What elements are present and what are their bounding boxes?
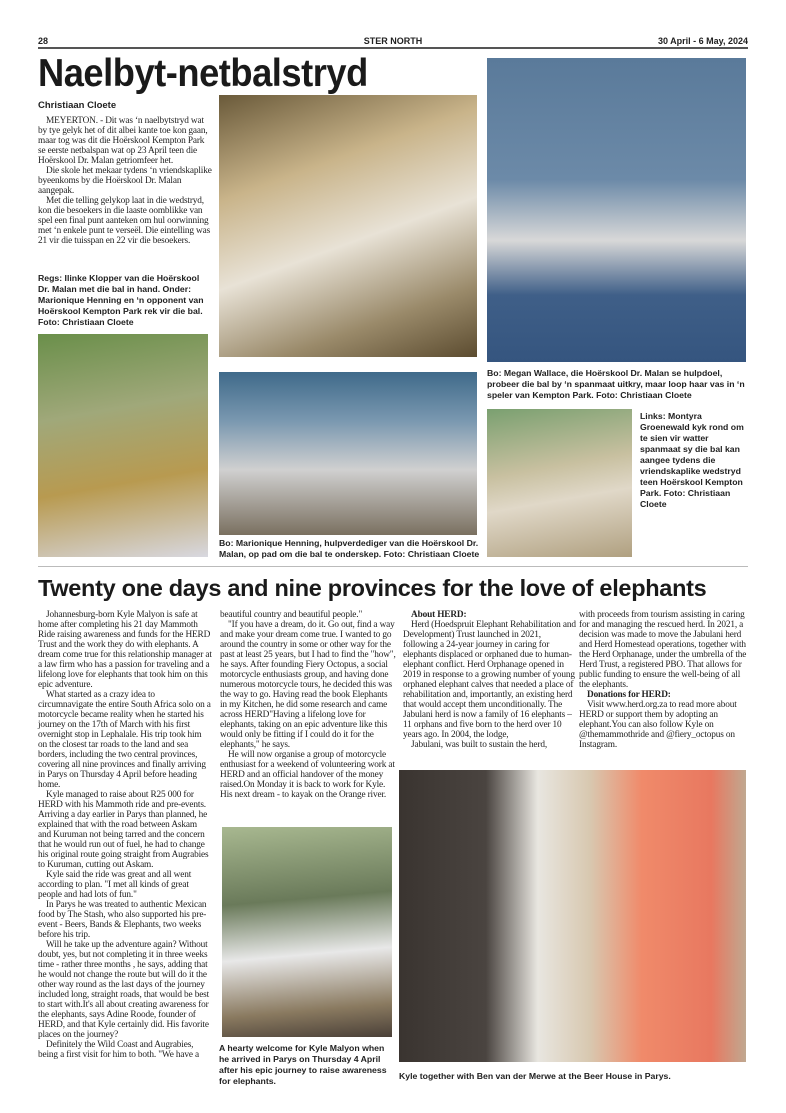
photo-ilinke-klopper [219, 95, 477, 357]
elephants-column-4 [579, 610, 751, 750]
paragraph: Jabulani, was built to sustain the herd, [411, 740, 548, 750]
netball-article-body [38, 116, 212, 246]
section-divider [38, 566, 748, 567]
paragraph: Johannesburg-born Kyle Malyon is safe at home after completing his 21 day Mammoth Ride raising awareness and funds for the HERD Trust and the work they do with elephants. A dream come true for this relationship manager at a law firm who has a passion for traveling and a lifelong love for elephants that took him on this epic adventure. [38, 610, 212, 690]
caption-middle: Bo: Marionique Henning, hulpverdediger van die Hoërskool Dr. Malan, op pad om die bal te onderskep. Foto: Christiaan Cloete [219, 538, 480, 559]
paragraph: Kyle said the ride was great and all went according to plan. "I met all kinds of great people and had lots of fun." [38, 870, 192, 900]
paragraph: In Parys he was treated to authentic Mexican food by The Stash, who also supported his pre-event - Beers, Bands & Elephants, two weeks before his trip. [38, 900, 207, 940]
page-number: 28 [38, 36, 49, 46]
caption-links: Links: Montyra Groenewald kyk rond om te sien vir watter spanmaat sy die bal kan aangee tydens die vriendskaplike wedstryd teen Hoërskool Kempton Park. Foto: Christiaan Cloete [640, 411, 744, 509]
paragraph: Herd (Hoedspruit Elephant Rehabilitation and Development) Trust launched in 2021, following a 24-year journey in caring for elephants displaced or orphaned due to human-elephant conflict. Herd Orphanage opened in 2019 in response to a growing number of young orphaned elephant calves that needed a place of rehabilitation and, importantly, an existing herd that would accept them unconditionally. The Jabulani herd is now a family of 16 elephants – 11 orphans and five born to the herd over 10 years ago. In 2004, the lodge, [403, 620, 576, 740]
caption-ben: Kyle together with Ben van der Merwe at the Beer House in Parys. [399, 1071, 671, 1081]
photo-marionique-henning-intercept [219, 372, 477, 535]
paragraph: Definitely the Wild Coast and Augrabies, being a first visit for him to both. "We have a [38, 1040, 199, 1060]
paragraph: MEYERTON. - Dit was ‘n naelbytstryd wat by tye gelyk het of dit albei kante toe kon gaan, maar tog was dit die Hoërskool Kempton Park se eerste netbalspan wat op 23 April teen die Hoërskool Dr. Malan getriomfeer het. [38, 116, 208, 166]
paragraph: He will now organise a group of motorcycle enthusiast for a weekend of volunteering work at HERD and an official handover of the money raised.On Monday it is back to work for Kyle. His next dream - to kayak on the Orange river. [220, 750, 395, 800]
photo-megan-wallace [487, 58, 746, 362]
paragraph: Will he take up the adventure again? Without doubt, yes, but not completing it in three weeks time - rather three months , he says, adding that he would not change the route but will do it the other way round as the last days of the journey included long, straight roads, that would be best to start with.It's all about creating awareness for the elephants, says Adine Roode, founder of HERD, and that Kyle certainly did. His favorite places on the journey? [38, 940, 210, 1040]
paragraph: Kyle managed to raise about R25 000 for HERD with his Mammoth ride and pre-events. Arriving a day earlier in Parys than planned, he explained that with the road between Askam and Kuruman not being tarred and the concern that he would run out of fuel, he had to change his original route going straight from Augrabies to Kuruman, cutting out Askam. [38, 790, 209, 870]
paragraph: "If you have a dream, do it. Go out, find a way and make your dream come true. I wanted to go around the country in some or other way for the past at least 25 years, but I had to find the "how", he says. After founding Fiery Octopus, a social motorcycle enthusiasts group, and having done numerous motorcycle tours, he decided this was the way to go. Having read the book Elephants in my Kitchen, he did some research and came across HERD"Having a lifelong love for elephants, taking on an epic adventure like this would only be fitting if I could do it for the elephants," he says. [220, 620, 396, 750]
paragraph: with proceeds from tourism assisting in caring for and managing the rescued herd. In 2021, a decision was made to move the Jabulani herd and Herd Homestead operations, together with the Herd Orphanage, under the umbrella of the Herd Trust, a registered PBO. That allows for public funding to ensure the well-being of all the elephants. [579, 610, 747, 690]
about-herd-heading: About HERD: [411, 610, 467, 620]
paragraph: Die skole het mekaar tydens ‘n vriendskaplike byeenkoms by die Hoërskool Dr. Malan aangepak. [38, 166, 212, 196]
paragraph: What started as a crazy idea to circumnavigate the entire South Africa solo on a motorcycle became reality when he started his journey on the 17th of March with his first overnight stop in Lephalale. His trip took him on the closest tar roads to the land and sea borders, including the two central provinces, covering all nine provinces and finally arriving in Parys on Thursday 4 April before heading home. [38, 690, 211, 790]
elephants-column-3 [403, 610, 577, 750]
netball-headline: Naelbyt-netbalstryd [38, 52, 368, 95]
elephants-column-2 [220, 610, 396, 800]
donations-heading: Donations for HERD: [587, 690, 671, 700]
caption-left: Regs: Ilinke Klopper van die Hoërskool Dr. Malan met die bal in hand. Onder: Marionique Henning en ‘n opponent van Hoërskool Kempton Park rek vir die bal. Foto: Christiaan Cloete [38, 273, 204, 327]
header-rule [38, 47, 748, 49]
elephants-column-1 [38, 610, 212, 1060]
byline: Christiaan Cloete [38, 100, 117, 111]
photo-kyle-malyon [222, 827, 392, 1037]
paragraph: Visit www.herd.org.za to read more about HERD or support them by adopting an elephant.You can also follow Kyle on @themammothride and @fiery_octopus on Instagram. [579, 700, 737, 750]
paragraph: beautiful country and beautiful people." [220, 610, 363, 620]
elephants-headline: Twenty one days and nine provinces for the love of elephants [38, 575, 707, 601]
photo-marionique-henning-reach [38, 334, 208, 557]
caption-kyle: A hearty welcome for Kyle Malyon when he arrived in Parys on Thursday 4 April after his epic journey to raise awareness for elephants. [219, 1043, 387, 1086]
paragraph: Met die telling gelykop laat in die wedstryd, kon die besoekers in die laaste oomblikke van spel een final punt aanteken om hul oorwinning met ‘n enkele punt te verseël. Die eintelling was 21 vir die tuisspan en 22 vir die besoekers. [38, 196, 211, 246]
issue-date: 30 April - 6 May, 2024 [657, 36, 748, 46]
publication-name: STER NORTH [363, 36, 423, 46]
photo-montyra-groenewald [487, 409, 632, 557]
photo-kyle-and-ben [399, 770, 746, 1062]
caption-top-right: Bo: Megan Wallace, die Hoërskool Dr. Malan se hulpdoel, probeer die bal by ‘n spanmaat uitkry, maar loop haar vas in ‘n speler van Kempton Park. Foto: Christiaan Cloete [487, 368, 745, 400]
